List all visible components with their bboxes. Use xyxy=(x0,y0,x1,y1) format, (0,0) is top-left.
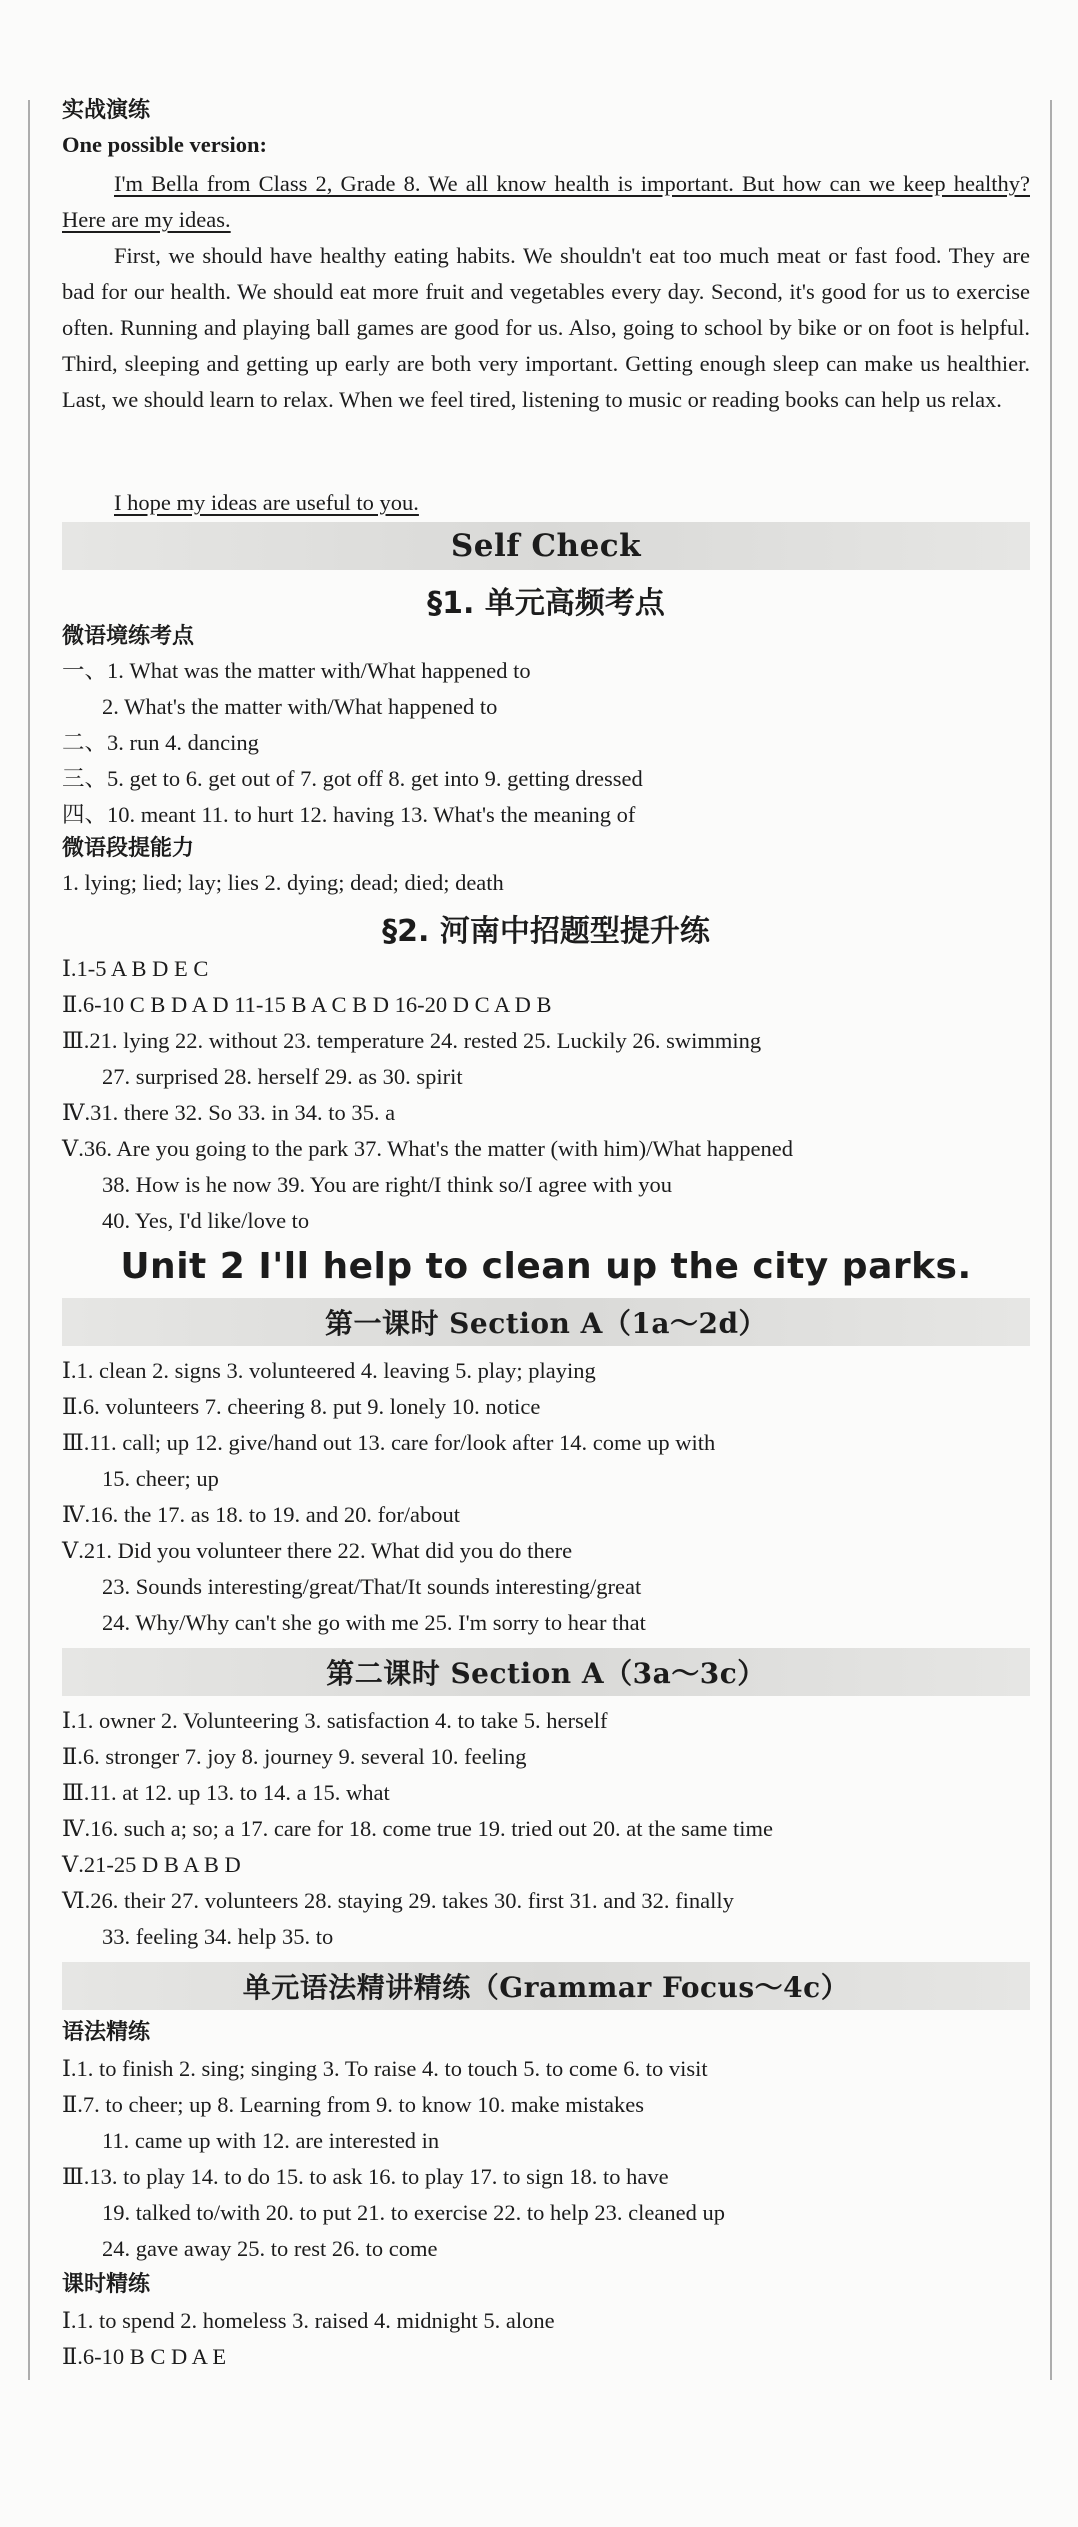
answer-line: Ⅱ.6-10 B C D A E xyxy=(62,2344,227,2369)
s1-title: §1. 单元高频考点 xyxy=(427,586,665,621)
lesson1-band xyxy=(62,1298,1030,1346)
answer-line: 一、1. What was the matter with/What happened to xyxy=(62,658,531,683)
grammar-title: 单元语法精讲精练（Grammar Focus～4c） xyxy=(242,1971,850,2004)
answer-line: 40. Yes, I'd like/love to xyxy=(102,1208,310,1233)
answer-line: Ⅵ.26. their 27. volunteers 28. staying 29. takes 30. first 31. and 32. finally xyxy=(62,1888,734,1913)
answer-line: 24. Why/Why can't she go with me 25. I'm sorry to hear that xyxy=(102,1610,646,1635)
answer-line: 二、3. run 4. dancing xyxy=(62,730,259,755)
answer-line: Ⅰ.1-5 A B D E C xyxy=(62,956,209,981)
essay-body: First, we should have healthy eating habits. We shouldn't eat too much meat or fast food. They are bad for our health. We should eat more fruit and vegetables every day. Second, it's good for us to exercise often. Running and playing ball games are good for us. Also, going to school by bike or on foot is helpful. Third, sleeping and getting up early are both very important. Getting enough sleep can make us healthier. Last, we should learn to relax. When we feel tired, listening to music or reading books can help us relax. xyxy=(62,243,1030,412)
answer-line: Ⅰ.1. to finish 2. sing; singing 3. To raise 4. to touch 5. to come 6. to visit xyxy=(62,2056,708,2081)
essay-intro: I'm Bella from Class 2, Grade 8. We all know health is important. But how can we keep healthy? Here are my ideas. xyxy=(62,171,1030,232)
self-check-title: Self Check xyxy=(450,528,642,564)
answer-line: Ⅰ.1. clean 2. signs 3. volunteered 4. leaving 5. play; playing xyxy=(62,1358,596,1383)
answer-line: 38. How is he now 39. You are right/I think so/I agree with you xyxy=(102,1172,672,1197)
s2-title: §2. 河南中招题型提升练 xyxy=(382,914,710,949)
micro1-heading: 微语境练考点 xyxy=(62,624,195,649)
answer-line: Ⅱ.6. volunteers 7. cheering 8. put 9. lonely 10. notice xyxy=(62,1394,541,1419)
unit2-title: Unit 2 I'll help to clean up the city parks. xyxy=(120,1246,972,1287)
answer-line: Ⅰ.1. owner 2. Volunteering 3. satisfaction 4. to take 5. herself xyxy=(62,1708,608,1733)
left-margin-line xyxy=(28,100,30,2380)
answer-line: 1. lying; lied; lay; lies 2. dying; dead; died; death xyxy=(62,870,504,895)
answer-line: Ⅴ.36. Are you going to the park 37. What's the matter (with him)/What happened xyxy=(62,1136,793,1161)
grammar-band xyxy=(62,1962,1030,2010)
answer-line: 2. What's the matter with/What happened to xyxy=(102,694,498,719)
answer-line: Ⅲ.21. lying 22. without 23. temperature 24. rested 25. Luckily 26. swimming xyxy=(62,1028,762,1053)
micro2-heading: 微语段提能力 xyxy=(62,836,195,861)
answer-line: Ⅲ.11. at 12. up 13. to 14. a 15. what xyxy=(62,1780,390,1805)
version-label: One possible version: xyxy=(62,132,268,157)
lesson2-title: 第二课时 Section A（3a～3c） xyxy=(326,1657,766,1690)
answer-line: 33. feeling 34. help 35. to xyxy=(102,1924,334,1949)
answer-line: 27. surprised 28. herself 29. as 30. spirit xyxy=(102,1064,463,1089)
answer-line: Ⅲ.11. call; up 12. give/hand out 13. care for/look after 14. come up with xyxy=(62,1430,716,1455)
answer-line: 23. Sounds interesting/great/That/It sounds interesting/great xyxy=(102,1574,642,1599)
self-check-band xyxy=(62,522,1030,570)
essay-closing: I hope my ideas are useful to you. xyxy=(114,490,419,515)
grammar-heading: 语法精练 xyxy=(62,2020,151,2045)
answer-line: Ⅱ.6. stronger 7. joy 8. journey 9. several 10. feeling xyxy=(62,1744,527,1769)
lesson1-title: 第一课时 Section A（1a～2d） xyxy=(324,1307,768,1340)
right-margin-line xyxy=(1050,100,1052,2380)
answer-line: Ⅴ.21-25 D B A B D xyxy=(62,1852,241,1877)
answer-line: Ⅴ.21. Did you volunteer there 22. What did you do there xyxy=(62,1538,573,1563)
answer-line: 19. talked to/with 20. to put 21. to exercise 22. to help 23. cleaned up xyxy=(102,2200,725,2225)
answer-line: Ⅰ.1. to spend 2. homeless 3. raised 4. midnight 5. alone xyxy=(62,2308,555,2333)
lesson2-band xyxy=(62,1648,1030,1696)
practice-heading: 实战演练 xyxy=(62,98,151,123)
answer-line: Ⅳ.31. there 32. So 33. in 34. to 35. a xyxy=(62,1100,396,1125)
answer-line: Ⅳ.16. such a; so; a 17. care for 18. come true 19. tried out 20. at the same time xyxy=(62,1816,774,1841)
answer-line: Ⅱ.7. to cheer; up 8. Learning from 9. to know 10. make mistakes xyxy=(62,2092,645,2117)
lesson-practice-heading: 课时精练 xyxy=(62,2272,151,2297)
answer-line: Ⅱ.6-10 C B D A D 11-15 B A C B D 16-20 D C A D B xyxy=(62,992,552,1017)
answer-line: Ⅲ.13. to play 14. to do 15. to ask 16. to play 17. to sign 18. to have xyxy=(62,2164,669,2189)
answer-line: 24. gave away 25. to rest 26. to come xyxy=(102,2236,438,2261)
answer-line: 四、10. meant 11. to hurt 12. having 13. What's the meaning of xyxy=(62,802,636,827)
answer-line: 15. cheer; up xyxy=(102,1466,219,1491)
answer-line: 11. came up with 12. are interested in xyxy=(102,2128,440,2153)
answer-line: Ⅳ.16. the 17. as 18. to 19. and 20. for/about xyxy=(62,1502,461,1527)
answer-line: 三、5. get to 6. get out of 7. got off 8. get into 9. getting dressed xyxy=(62,766,643,791)
